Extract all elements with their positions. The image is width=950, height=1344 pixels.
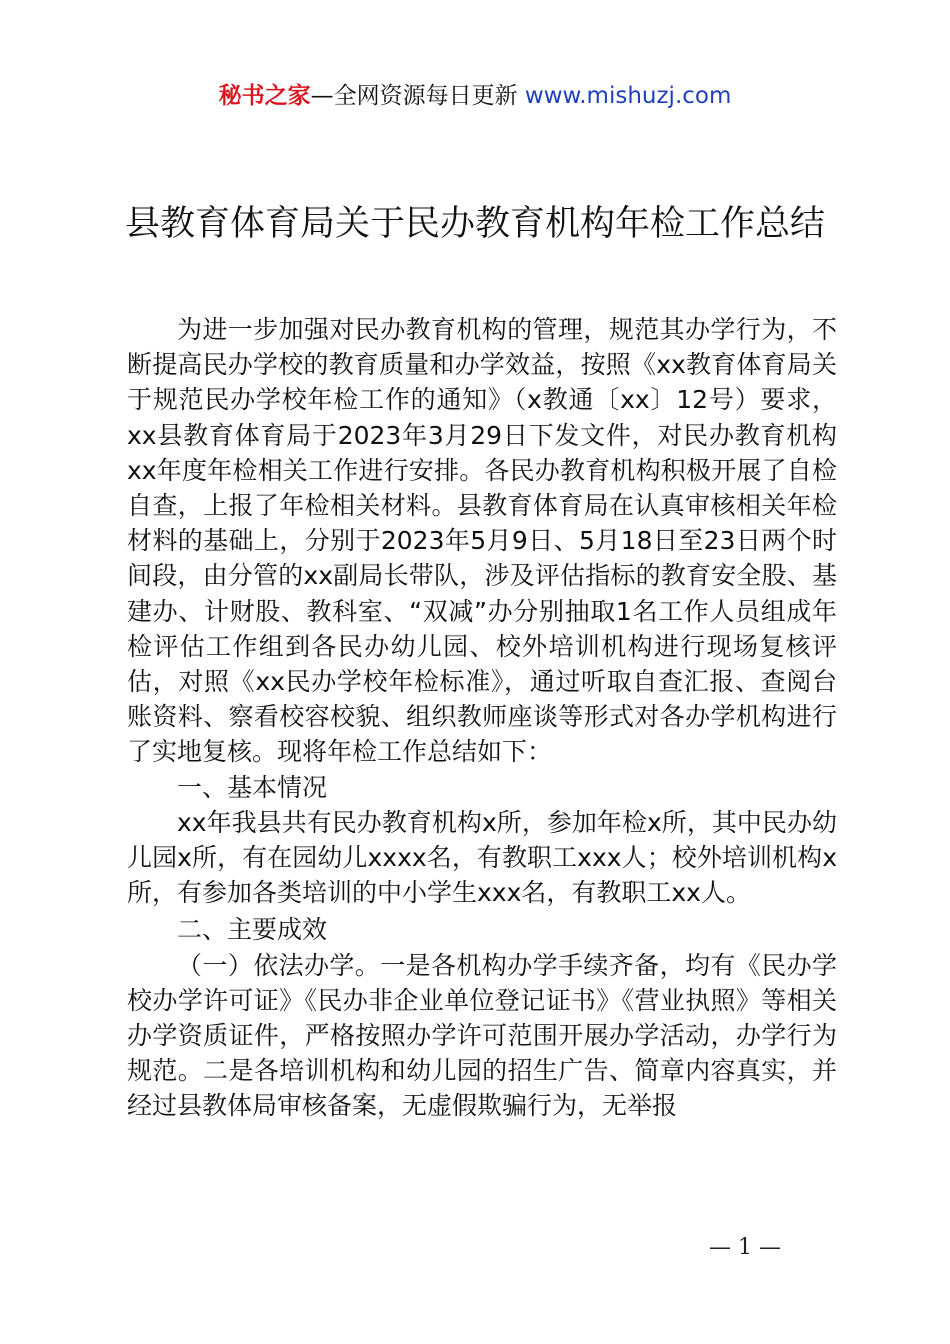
- site-url[interactable]: www.mishuzj.com: [524, 83, 732, 109]
- paragraph-lawful-operation: （一）依法办学。一是各机构办学手续齐备，均有《民办学校办学许可证》《民办非企业单位登记证书》《营业执照》等相关办学资质证件，严格按照办学许可范围开展办学活动，办学行为规范。二是各培训机构和幼儿园的招生广告、简章内容真实，并经过县教体局审核备案，无虚假欺骗行为，无举报: [127, 950, 837, 1121]
- section-heading-achievements: 二、主要成效: [177, 915, 328, 945]
- paragraph-intro: 为进一步加强对民办教育机构的管理，规范其办学行为，不断提高民办学校的教育质量和办学效益，按照《xx教育体育局关于规范民办学校年检工作的通知》（x教通〔xx〕12号）要求，xx县教育体育局于2023年3月29日下发文件，对民办教育机构xx年度年检相关工作进行安排。各民办教育机构积极开展了自检自查，上报了年检相关材料。县教育体育局在认真审核相关年检材料的基础上，分别于2023年5月9日、5月18日至23日两个时间段，由分管的xx副局长带队，涉及评估指标的教育安全股、基建办、计财股、教科室、“双减”办分别抽取1名工作人员组成年检评估工作组到各民办幼儿园、校外培训机构进行现场复核评估，对照《xx民办学校年检标准》，通过听取自查汇报、查阅台账资料、察看校容校貌、组织教师座谈等形式对各办学机构进行了实地复核。现将年检工作总结如下：: [127, 315, 837, 767]
- page-number: — 1 —: [709, 1235, 781, 1260]
- section-heading-basic: 一、基本情况: [177, 772, 328, 802]
- site-banner: [0, 80, 950, 112]
- document-title: 县教育体育局关于民办教育机构年检工作总结: [124, 204, 825, 244]
- site-brand: 秘书之家: [218, 83, 311, 109]
- paragraph-basic-info: xx年我县共有民办教育机构x所，参加年检x所，其中民办幼儿园x所，有在园幼儿xxxx名，有教职工xxx人；校外培训机构x所，有参加各类培训的中小学生xxx名，有教职工xx人。: [127, 807, 837, 908]
- site-tagline: —全网资源每日更新: [310, 83, 525, 109]
- document-body: [127, 312, 837, 1124]
